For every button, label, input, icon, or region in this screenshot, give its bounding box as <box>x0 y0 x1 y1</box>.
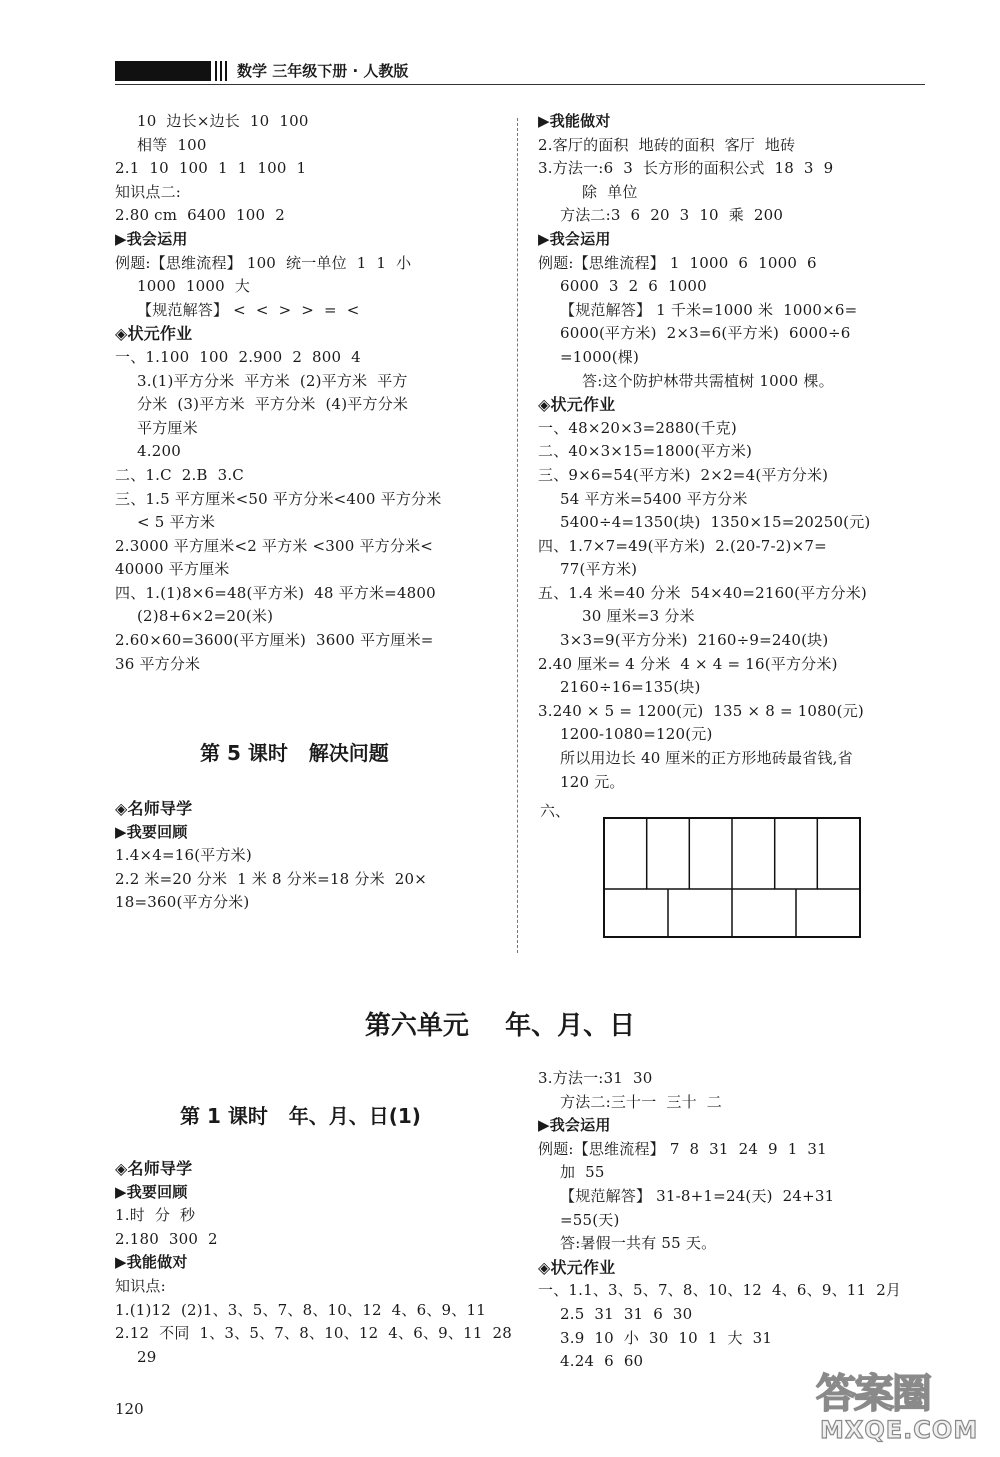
text-line: 方法二:三十一 三十 二 <box>560 1092 722 1111</box>
text-line: 6000 3 2 6 1000 <box>560 277 707 296</box>
text-line: 2.2 米=20 分米 1 米 8 分米=18 分米 20× <box>115 869 427 888</box>
lesson-1-title: 第 1 课时 年、月、日(1) <box>180 1104 421 1128</box>
text-line: 除 单位 <box>582 182 638 201</box>
header-title: 数学 三年级下册 · 人教版 <box>237 62 409 80</box>
header-stripes <box>215 61 231 81</box>
text-line: 2.80 cm 6400 100 2 <box>115 206 285 225</box>
text-line: ▶我能做对 <box>115 1253 188 1272</box>
text-line: 四、1.7×7=49(平方米) 2.(20-7-2)×7= <box>538 536 827 555</box>
text-line: ▶我会运用 <box>538 229 611 248</box>
text-line: 分米 (3)平方米 平方分米 (4)平方分米 <box>137 395 409 414</box>
text-line: 2160÷16=135(块) <box>560 678 701 697</box>
text-line: ▶我会运用 <box>538 1116 611 1135</box>
text-line: 二、40×3×15=1800(平方米) <box>538 442 753 461</box>
text-line: 120 元。 <box>560 772 625 791</box>
text-line: 3×3=9(平方分米) 2160÷9=240(块) <box>560 631 829 650</box>
text-line: ▶我能做对 <box>538 112 611 130</box>
watermark-url: MXQE.COM <box>820 1416 979 1444</box>
text-line: 【规范解答】 1 千米=1000 米 1000×6= <box>560 300 858 319</box>
text-line: 1.时 分 秒 <box>115 1206 196 1225</box>
text-line: ◈状元作业 <box>115 324 193 344</box>
lesson-5-title: 第 5 课时 解决问题 <box>200 741 389 765</box>
text-line: 3.9 10 小 30 10 1 大 31 <box>560 1328 773 1347</box>
text-line: 2.12 不同 1、3、5、7、8、10、12 4、6、9、11 28 <box>115 1324 513 1343</box>
text-line: 平方厘米 <box>137 418 198 437</box>
text-line: 1200-1080=120(元) <box>560 725 713 744</box>
text-line: 【规范解答】 < < > > = < <box>137 300 360 319</box>
right-column-unit6 <box>538 1067 938 1374</box>
text-line: =55(天) <box>560 1210 620 1229</box>
text-line: 40000 平方厘米 <box>115 560 230 579</box>
text-line: 加 55 <box>560 1163 605 1182</box>
text-line: 所以用边长 40 厘米的正方形地砖最省钱,省 <box>560 749 853 768</box>
text-line: 2.40 厘米= 4 分米 4 × 4 = 16(平方分米) <box>538 654 838 673</box>
text-line: 3.240 × 5 = 1200(元) 135 × 8 = 1080(元) <box>538 701 864 720</box>
text-line: 2.180 300 2 <box>115 1229 218 1248</box>
text-line: 36 平方分米 <box>115 654 201 673</box>
text-line: 一、48×20×3=2880(千克) <box>538 418 737 437</box>
text-line: 答:这个防护林带共需植树 1000 棵。 <box>582 371 834 390</box>
column-divider <box>517 118 518 953</box>
text-line: 4.200 <box>137 442 181 461</box>
text-line: 5400÷4=1350(块) 1350×15=20250(元) <box>560 513 871 532</box>
text-line: 例题:【思维流程】 7 8 31 24 9 1 31 <box>538 1139 827 1158</box>
text-line: 3.方法一:6 3 长方形的面积公式 18 3 9 <box>538 159 834 178</box>
right-column-top <box>538 110 938 794</box>
text-line: 2.60×60=3600(平方厘米) 3600 平方厘米= <box>115 631 434 650</box>
text-line: ▶我要回顾 <box>115 1182 188 1201</box>
page-header <box>115 58 925 86</box>
text-line: ◈状元作业 <box>538 1257 616 1277</box>
text-line: 4.24 6 60 <box>560 1352 644 1371</box>
text-line: 2.1 10 100 1 1 100 1 <box>115 159 307 178</box>
text-line: 方法二:3 6 20 3 10 乘 200 <box>560 206 784 225</box>
text-line: 29 <box>137 1347 157 1366</box>
text-line: 1.4×4=16(平方米) <box>115 846 252 865</box>
text-line: 1.(1)12 (2)1、3、5、7、8、10、12 4、6、9、11 <box>115 1300 486 1319</box>
header-black-bar <box>115 61 211 81</box>
text-line: 3.方法一:31 30 <box>538 1069 653 1087</box>
text-line: 6000(平方米) 2×3=6(平方米) 6000÷6 <box>560 324 851 343</box>
text-line: 1000 1000 大 <box>137 277 251 296</box>
header-rule <box>115 84 925 85</box>
text-line: 18=360(平方分米) <box>115 893 250 912</box>
left-column-top <box>115 110 510 676</box>
text-line: ▶我会运用 <box>115 229 188 248</box>
text-line: 54 平方米=5400 平方分米 <box>560 489 748 508</box>
watermark <box>812 1362 982 1450</box>
text-line: 一、1.1、3、5、7、8、10、12 4、6、9、11 2月 <box>538 1281 902 1300</box>
text-line: 四、1.(1)8×6=48(平方米) 48 平方米=4800 <box>115 583 436 602</box>
text-line: 30 厘米=3 分米 <box>582 607 695 626</box>
grid-label: 六、 <box>540 802 571 820</box>
text-line: 答:暑假一共有 55 天。 <box>560 1234 717 1253</box>
watermark-logo-text: 答案圈 <box>816 1371 930 1417</box>
text-line: 一、1.100 100 2.900 2 800 4 <box>115 347 361 366</box>
text-line: 三、9×6=54(平方米) 2×2=4(平方分米) <box>538 465 829 484</box>
text-line: 知识点: <box>115 1276 166 1295</box>
text-line: 2.客厅的面积 地砖的面积 客厅 地砖 <box>538 135 796 154</box>
page-number: 120 <box>115 1400 144 1418</box>
text-line: 相等 100 <box>137 135 207 154</box>
text-line: 三、1.5 平方厘米<50 平方分米<400 平方分米 <box>115 489 442 508</box>
left-column-unit6 <box>115 1157 513 1369</box>
text-line: ▶我要回顾 <box>115 822 188 841</box>
text-line: ◈名师导学 <box>115 799 193 818</box>
text-line: 知识点二: <box>115 182 182 201</box>
text-line: 77(平方米) <box>560 560 638 579</box>
text-line: 【规范解答】 31-8+1=24(天) 24+31 <box>560 1186 835 1205</box>
text-line: 例题:【思维流程】 1 1000 6 1000 6 <box>538 253 817 272</box>
text-line: 2.5 31 31 6 30 <box>560 1304 693 1323</box>
text-line: 2.3000 平方厘米<2 平方米 <300 平方分米< <box>115 536 434 555</box>
text-line: ◈状元作业 <box>538 395 616 415</box>
text-line: 3.(1)平方分米 平方米 (2)平方米 平方 <box>137 371 408 390</box>
text-line: (2)8+6×2=20(米) <box>137 607 274 626</box>
text-line: 10 边长×边长 10 100 <box>137 112 309 130</box>
text-line: ◈名师导学 <box>115 1159 193 1178</box>
text-line: =1000(棵) <box>560 347 640 366</box>
tile-grid-figure <box>603 817 863 939</box>
unit-6-title: 第六单元 年、月、日 <box>364 1011 636 1041</box>
text-line: < 5 平方米 <box>137 513 216 532</box>
left-column-bottom <box>115 797 510 915</box>
text-line: 二、1.C 2.B 3.C <box>115 465 244 484</box>
text-line: 五、1.4 米=40 分米 54×40=2160(平方分米) <box>538 583 867 602</box>
text-line: 例题:【思维流程】 100 统一单位 1 1 小 <box>115 253 412 272</box>
